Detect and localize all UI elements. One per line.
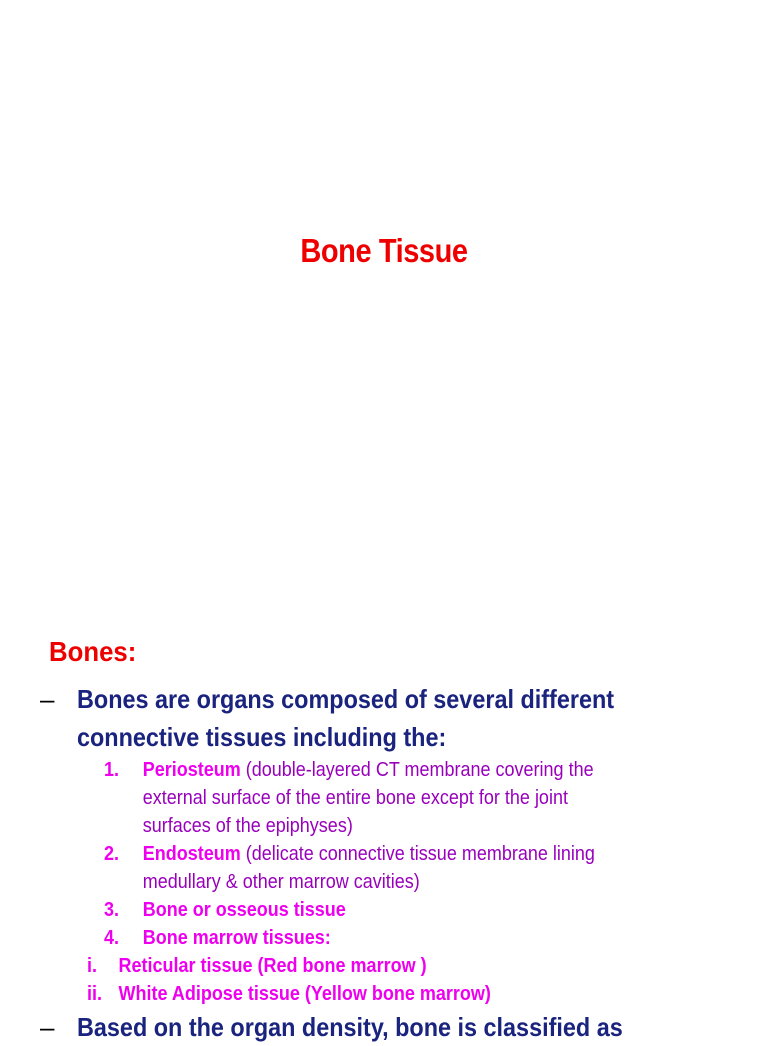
list-description: medullary & other marrow cavities) xyxy=(142,871,420,893)
list-item-bone-marrow xyxy=(104,924,737,952)
list-item-osseous-tissue xyxy=(104,896,737,924)
bullet-dash: – xyxy=(40,684,55,714)
bullet-text-line: Based on the organ density, bone is classified as xyxy=(77,1012,623,1042)
list-number: 3. xyxy=(104,899,120,921)
list-term: Bone marrow tissues: xyxy=(142,927,331,949)
section-heading: Bones: xyxy=(49,636,137,667)
list-description: (double-layered CT membrane covering the xyxy=(240,759,594,781)
list-item-periosteum xyxy=(104,756,737,840)
slide-title: Bone Tissue xyxy=(300,232,468,269)
list-item-endosteum xyxy=(104,840,737,896)
roman-term: White Adipose tissue (Yellow bone marrow) xyxy=(118,983,491,1005)
list-number: 1. xyxy=(104,759,120,781)
bullet-dash: – xyxy=(40,1012,55,1042)
list-item-yellow-marrow xyxy=(87,980,713,1008)
list-description: (delicate connective tissue membrane lining xyxy=(240,843,595,865)
bullet-text-line: connective tissues including the: xyxy=(77,722,447,752)
roman-term: Reticular tissue (Red bone marrow ) xyxy=(118,955,427,977)
list-item-red-marrow xyxy=(87,952,713,980)
roman-number: ii. xyxy=(87,983,103,1005)
list-term: Endosteum xyxy=(142,843,241,865)
list-number: 2. xyxy=(104,843,120,865)
bullet-text-line: Bones are organs composed of several different xyxy=(77,684,615,714)
roman-number: i. xyxy=(87,955,98,977)
list-description: surfaces of the epiphyses) xyxy=(142,815,353,837)
bullet-item xyxy=(40,1008,750,1046)
bullet-item xyxy=(40,680,750,756)
list-description: external surface of the entire bone except for the joint xyxy=(142,787,568,809)
list-number: 4. xyxy=(104,927,120,949)
numbered-list xyxy=(87,756,724,1008)
list-term: Periosteum xyxy=(142,759,241,781)
list-term: Bone or osseous tissue xyxy=(142,899,346,921)
